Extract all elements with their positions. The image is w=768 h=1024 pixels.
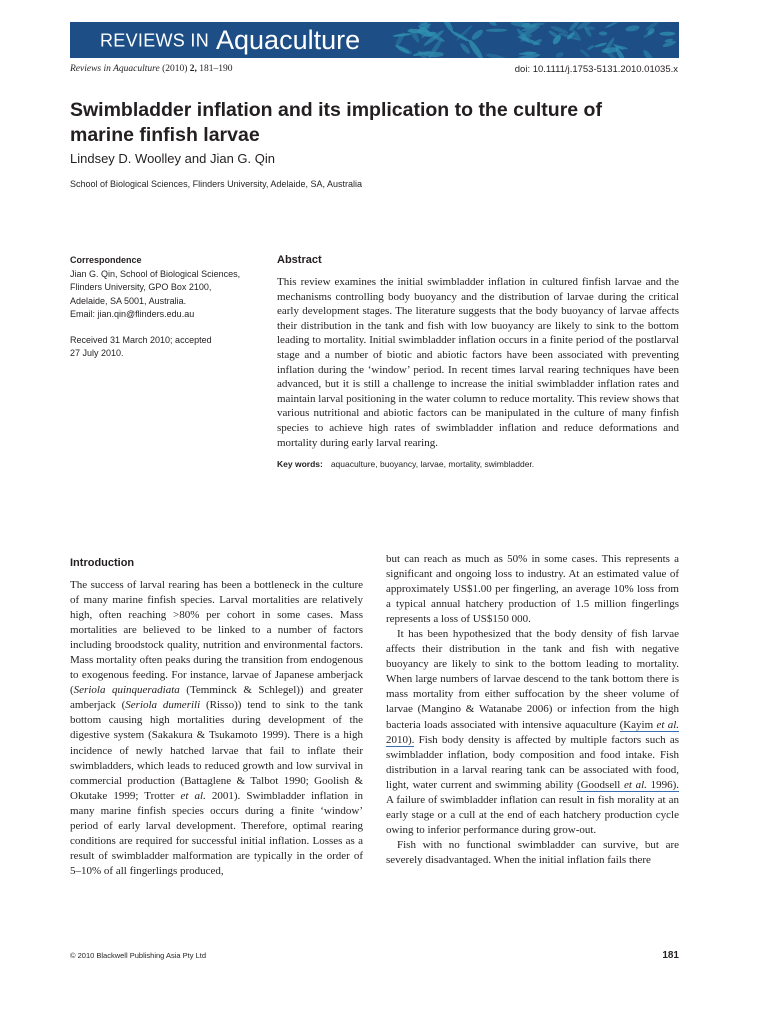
text-run: A failure of swimbladder inflation can result in fish morality at an early stage or a cull at the end of each hatchery production cycle owing to inferior performance during grow-out. <box>386 793 679 836</box>
citation-link-goodsell[interactable] <box>577 779 679 792</box>
correspondence-line: Flinders University, GPO Box 2100, <box>70 282 212 292</box>
intro-paragraph <box>70 578 363 879</box>
received-line: Received 31 March 2010; accepted <box>70 334 212 345</box>
keywords-list: aquaculture, buoyancy, larvae, mortality, swimbladder. <box>330 459 535 470</box>
body-column-right <box>386 552 679 868</box>
text-run: (Goodsell <box>576 778 624 791</box>
text-run: It has been hypothesized that the body density of fish larvae affects their distribution in the tank and fish with negative buoyancy are likely to sink to the bottom leading to mortality. When large numbers of larvae descend to the tank bottom there is mass mortality from either suffocation by the sheer volume of larvae (Mangino & Watanabe 2006) or infection from the high bacteria loads associated with intensive aquaculture <box>386 628 679 731</box>
copyright-footer: © 2010 Blackwell Publishing Asia Pty Ltd <box>70 951 207 960</box>
keywords <box>277 459 679 469</box>
correspondence-heading: Correspondence <box>70 255 142 265</box>
species-name: Seriola quinqueradiata <box>73 684 180 697</box>
journal-name-main: Aquaculture <box>216 25 361 56</box>
citation-year: (2010) <box>162 64 188 74</box>
text-run: 2001). Swimbladder inflation in many marine finfish species occurs during a finite ‘window’ period of early larval development. Therefore, optimal rearing conditions are required for successful initial inflation. Losses as a result of swimbladder malformation are typically in the order of 5–10% of all fingerlings produced, <box>70 789 364 877</box>
correspondence-line: Jian G. Qin, School of Biological Sciences, <box>70 268 241 279</box>
article-title: Swimbladder inflation and its implication to the culture of marine finfish larvae <box>70 99 602 146</box>
body-paragraph: Fish with no functional swimbladder can survive, but are severely disadvantaged. When the initial inflation fails there <box>386 838 679 866</box>
journal-name <box>100 22 360 58</box>
citation-pages: 181–190 <box>199 64 233 74</box>
text-run: 1996). <box>646 778 680 791</box>
text-run: (Risso)) tend to sink to the tank bottom causing high mortalities during development of the digestive system (Sakakura & Tsukamoto 1999). There is a high incidence of newly hatched larvae that fail to inflate their swimbladders, which leads to reduced growth and low survival in commercial production (Battaglene & Talbot 1990; Goolish & Okutake 1999; Trotter <box>70 699 363 802</box>
received-dates <box>70 334 260 361</box>
text-run: (Kayim <box>619 718 657 731</box>
doi-text[interactable]: doi: 10.1111/j.1753-5131.2010.01035.x <box>514 64 678 75</box>
journal-banner <box>70 22 679 58</box>
body-column-left <box>70 557 363 879</box>
et-al: et al. <box>656 718 680 731</box>
text-run: Fish body density is affected by multiple factors such as swimbladder inflation, body composition and food intake. Fish distribution in a larval rearing tank can be associated with food, light, water current and swimming ability <box>386 733 679 791</box>
citation-journal: Reviews in Aquaculture <box>70 64 160 74</box>
correspondence-line: Adelaide, SA 5001, Australia. <box>70 295 187 306</box>
introduction-heading: Introduction <box>70 557 135 569</box>
citation-line <box>70 64 233 74</box>
journal-name-prefix: REVIEWS IN <box>100 30 210 51</box>
correspondence-email[interactable]: Email: jian.qin@flinders.edu.au <box>70 309 195 319</box>
abstract-section <box>277 254 679 469</box>
body-paragraph: but can reach as much as 50% in some cases. This represents a significant and ongoing loss to industry. At an estimated value of approximately US$1.00 per fingerling, an average 10% loss from a typical annual hatchery production of 1.5 million fingerlings represents a loss of US$150 000. <box>386 553 679 626</box>
body-paragraph <box>386 627 679 838</box>
citation-volume: 2, <box>189 64 197 74</box>
text-run: (Temminck & Schlegel)) and greater amberjack ( <box>70 684 363 712</box>
text-run: The success of larval rearing has been a bottleneck in the culture of many marine finfish species. Larval mortalities are relatively high, often reaching >80% per cohort in some cases. Mass mortalities are believed to be linked to a number of factors including broodstock quality, nutrition and environmental factors. Mass mortality often peaks during the transition from endogenous to exogenous feeding. For instance, larvae of Japanese amberjack ( <box>70 579 363 697</box>
et-al: et al. <box>180 789 206 802</box>
abstract-text: This review examines the initial swimbladder inflation in cultured finfish larvae and the mechanisms controlling body buoyancy and the distribution of larvae during the critical early development stages. The literature suggests that the body buoyancy of larvae affects their distribution in the tank and fish with low buoyancy are likely to sink to the bottom leading to mortality. Initial swimbladder inflation occurs in a finite period of the postlarval stage and a number of biotic and abiotic factors have been associated with preventing inflation during the ‘window’ period. In recent times larval rearing techniques have been advanced, but it is still a challenge to increase the initial swimbladder inflation rates and maintain larval positioning in the water column to reduce mortality. This review shows that various nutritional and abiotic factors can be manipulated in the culture of many finfish species to achieve high rates of swimbladder inflation and reduce deformations and mortality during early larval rearing. <box>277 276 679 449</box>
affiliation: School of Biological Sciences, Flinders University, Adelaide, SA, Australia <box>70 179 362 189</box>
correspondence-block <box>70 254 260 361</box>
abstract-heading: Abstract <box>277 254 322 266</box>
species-name: Seriola dumerili <box>125 699 201 712</box>
author-list: Lindsey D. Woolley and Jian G. Qin <box>70 151 275 166</box>
keywords-label: Key words: <box>277 459 323 470</box>
page-number: 181 <box>662 950 679 961</box>
text-run: 2010). <box>386 733 415 746</box>
et-al: et al. <box>624 778 647 791</box>
received-line: 27 July 2010. <box>70 348 124 358</box>
